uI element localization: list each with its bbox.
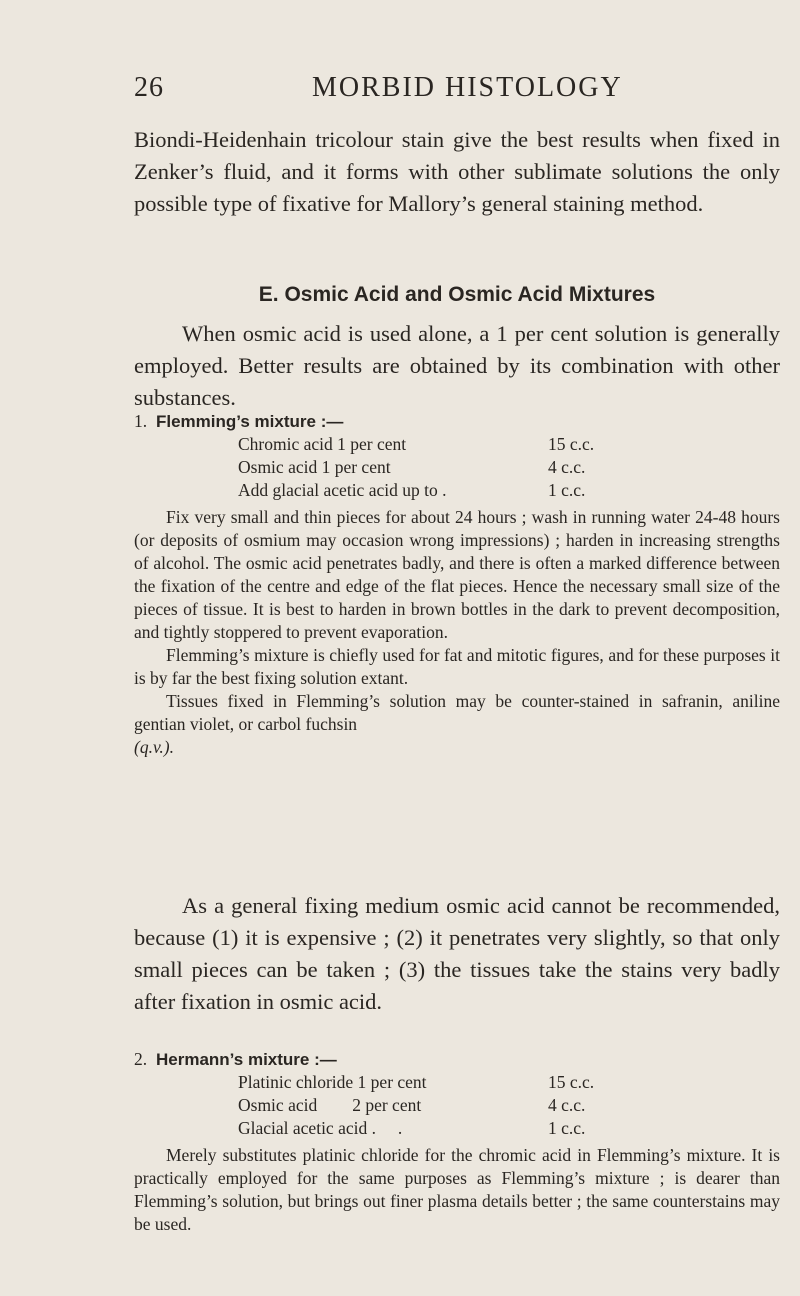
page-header	[134, 72, 794, 112]
flemming-block	[134, 410, 780, 759]
recipe-amount: 15 c.c.	[548, 1072, 595, 1092]
section-intro-block	[134, 318, 780, 414]
intro-paragraph-block	[134, 124, 780, 220]
recipe-amount: 15 c.c.	[548, 434, 595, 454]
flemming-paragraph: Tissues fixed in Flemming’s solution may be counter-stained in safranin, aniline gentian violet, or carbol fuchsin	[134, 691, 780, 734]
page-number: 26	[134, 72, 164, 103]
recipe-amount: 1 c.c.	[548, 1118, 586, 1138]
hermann-paragraph: Merely substitutes platinic chloride for the chromic acid in Flemming’s mixture. It is practically employed for the same purposes as Flemming’s mixture ; is dearer than Flemming’s solution, but brings out finer plasma details better ; the same counterstains may be used.	[134, 1145, 780, 1234]
general-paragraph: As a general fixing medium osmic acid cannot be recommended, because (1) it is expensive ; (2) it penetrates very slightly, so that only small pieces can be taken ; (3) the tissues take the stains very badly after fixation in osmic acid.	[134, 893, 780, 1014]
running-title: MORBID HISTOLOGY	[312, 72, 623, 103]
item-number: 1.	[134, 411, 148, 431]
recipe-row	[134, 456, 658, 479]
item-title: Flemming’s mixture :—	[156, 412, 344, 431]
flemming-heading	[134, 410, 780, 433]
recipe-ingredient: Add glacial acetic acid up to .	[238, 480, 447, 500]
general-paragraph-block	[134, 890, 780, 1018]
intro-paragraph: Biondi-Heidenhain tricolour stain give the best results when fixed in Zenker’s fluid, and it forms with other sublimate solutions the only possible type of fixative for Mallory’s general staining method.	[134, 127, 780, 216]
recipe-row	[134, 433, 658, 456]
hermann-block	[134, 1048, 780, 1236]
hermann-heading	[134, 1048, 780, 1071]
section-intro: When osmic acid is used alone, a 1 per cent solution is generally employed. Better results are obtained by its combination with other substances.	[134, 321, 780, 410]
recipe-row	[134, 1071, 658, 1094]
section-heading: E. Osmic Acid and Osmic Acid Mixtures	[258, 283, 656, 306]
flemming-paragraph: Fix very small and thin pieces for about 24 hours ; wash in running water 24-48 hours (or deposits of osmium may occasion wrong impressions) ; harden in increasing strengths of alcohol. The osmic acid penetrates badly, and there is often a marked difference between the fixation of the centre and edge of the flat pieces. Hence the necessary small size of the pieces of tissue. It is best to harden in brown bottles in the dark to prevent decomposition, and tightly stoppered to prevent evaporation.	[134, 507, 780, 642]
recipe-ingredient: Platinic chloride 1 per cent	[238, 1072, 427, 1092]
recipe-ingredient: Chromic acid 1 per cent	[238, 434, 407, 454]
recipe-ingredient: Osmic acid 2 per cent	[238, 1095, 422, 1115]
item-number: 2.	[134, 1049, 148, 1069]
recipe-amount: 4 c.c.	[548, 1095, 586, 1115]
item-title: Hermann’s mixture :—	[156, 1050, 337, 1069]
recipe-ingredient: Glacial acetic acid . .	[238, 1118, 403, 1138]
recipe-ingredient: Osmic acid 1 per cent	[238, 457, 391, 477]
qv-reference: (q.v.).	[134, 737, 174, 757]
recipe-row	[134, 1117, 658, 1140]
recipe-amount: 1 c.c.	[548, 480, 586, 500]
recipe-row	[134, 479, 658, 502]
recipe-row	[134, 1094, 658, 1117]
flemming-paragraph: Flemming’s mixture is chiefly used for fat and mitotic figures, and for these purposes it is by far the best fixing solution extant.	[134, 645, 780, 688]
recipe-amount: 4 c.c.	[548, 457, 586, 477]
